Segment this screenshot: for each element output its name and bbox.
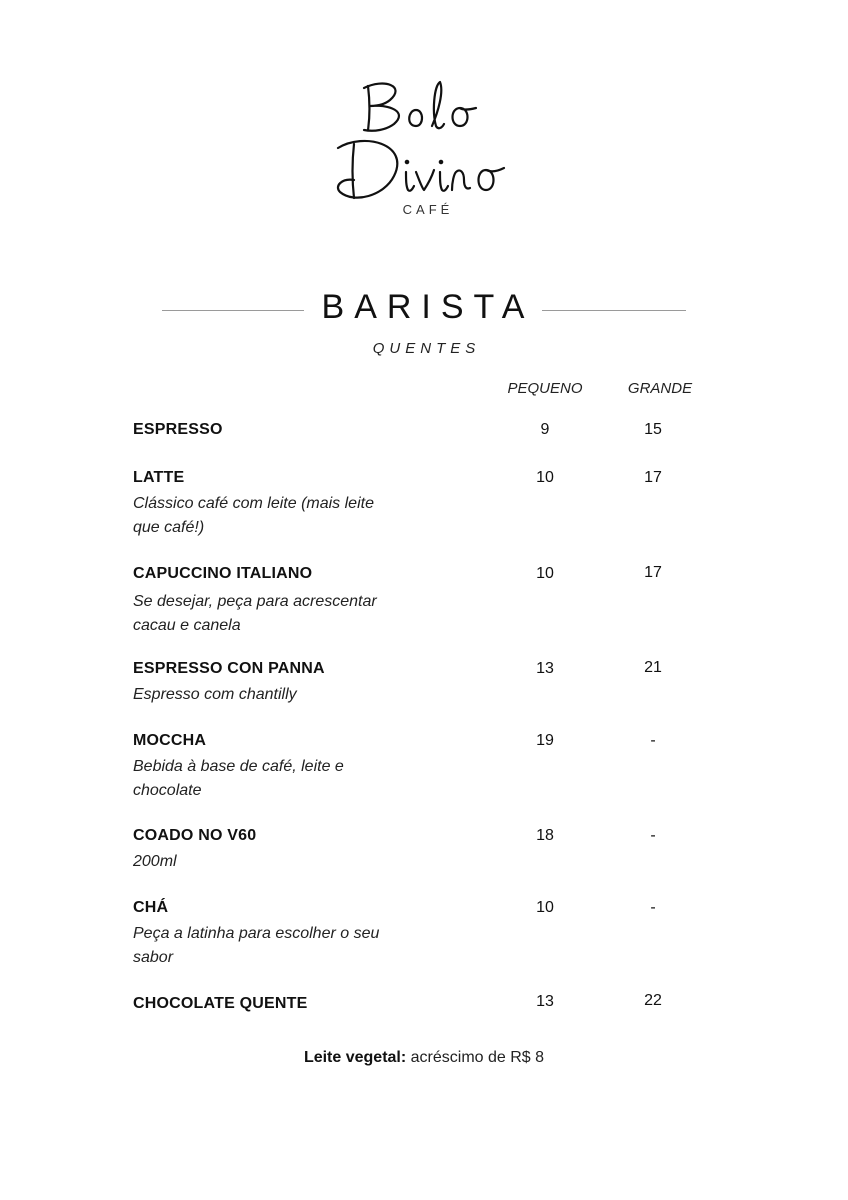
brand-subtitle: CAFÉ <box>402 202 454 217</box>
item-price-small: 10 <box>536 899 554 916</box>
item-price-large: 21 <box>644 659 662 676</box>
item-price-small: 13 <box>536 660 554 677</box>
item-name: ESPRESSO CON PANNA <box>133 660 325 677</box>
title-divider-left <box>162 310 304 311</box>
item-name: CHOCOLATE QUENTE <box>133 995 308 1012</box>
item-description: Clássico café com leite (mais leite que café!) <box>133 495 374 536</box>
item-price-small: 18 <box>536 827 554 844</box>
section-title: BARISTA <box>321 288 535 326</box>
footnote-text: acréscimo de R$ 8 <box>406 1049 545 1066</box>
item-description: Peça a latinha para escolher o seu sabor <box>133 925 380 966</box>
footnote <box>0 1049 848 1067</box>
item-name: LATTE <box>133 469 185 486</box>
item-price-small: 19 <box>536 732 554 749</box>
item-price-large: - <box>650 827 656 844</box>
section-subtitle: QUENTES <box>372 340 481 357</box>
section-header <box>162 288 686 332</box>
item-description: Espresso com chantilly <box>133 686 297 703</box>
column-header-small: PEQUENO <box>507 380 583 397</box>
item-description: Se desejar, peça para acrescentar cacau e canela <box>133 593 377 634</box>
title-divider-right <box>542 310 686 311</box>
item-price-large: 22 <box>644 992 662 1009</box>
item-price-small: 10 <box>536 469 554 486</box>
item-name: MOCCHA <box>133 732 207 749</box>
footnote-label: Leite vegetal: <box>303 1049 407 1066</box>
item-name: CAPUCCINO ITALIANO <box>133 565 313 582</box>
item-price-large: - <box>650 899 656 916</box>
item-description: 200ml <box>133 853 177 870</box>
item-price-small: 9 <box>540 421 550 438</box>
item-price-large: 17 <box>644 564 662 581</box>
item-price-large: 15 <box>644 421 662 438</box>
item-name: ESPRESSO <box>133 421 223 438</box>
item-name: CHÁ <box>133 899 169 916</box>
bolo-divino-script-logo <box>324 72 524 202</box>
item-price-large: 17 <box>644 469 662 486</box>
item-price-large: - <box>650 732 656 749</box>
item-price-small: 13 <box>536 993 554 1010</box>
item-price-small: 10 <box>536 565 554 582</box>
item-name: COADO NO V60 <box>133 827 257 844</box>
column-header-large: GRANDE <box>627 380 693 397</box>
item-description: Bebida à base de café, leite e chocolate <box>133 758 344 799</box>
brand-logo <box>324 72 524 232</box>
